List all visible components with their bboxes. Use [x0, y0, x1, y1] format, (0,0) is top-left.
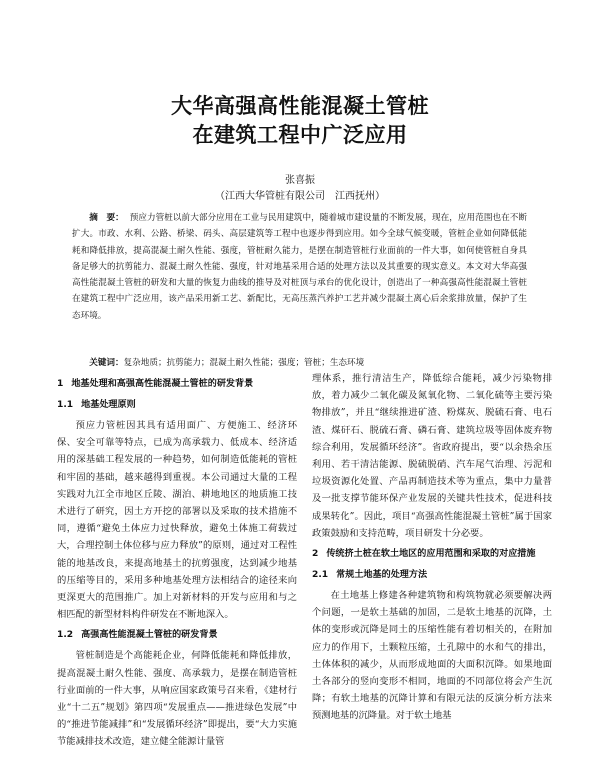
author-affiliation: （江西大华管桩有限公司 江西抚州）	[215, 191, 385, 202]
body-paragraph: 预应力管桩因其具有适用面广、方便施工、经济环保、安全可靠等特点，已成为高承载力、低成本、经济适用的深基础工程发展的一种趋势，如何制造低能耗的管桩和牢固的基础，越来越得到重视。本公司通过大量的工程实践对九江全市地区丘陵、湖泊、耕地地区的地质施工技术进行了研究，因土方开挖的部署以及采取的技术措施不同，遵循“避免土体应力过快释放，避免土体施工荷载过大，合理控制土体位移与应力释放”的原则，通过对工程性能的地基改良，来提高地基土的抗剪强度，达到减少地基的压缩等目的，采用多种地基处理方法相结合的途径来向更深更大的范围推广。加上对新材料的开发与应用和与之相匹配的新型材料构件研发在不断地深入。	[57, 420, 297, 621]
section-number: 2	[312, 549, 319, 560]
section-number: 1.2	[57, 630, 74, 641]
section-number: 1	[57, 379, 64, 389]
paper-title-line-1: 大华高强高性能混凝土管桩	[171, 94, 429, 118]
section-number: 1.1	[57, 400, 74, 410]
keywords-label: 关键词：	[89, 358, 124, 368]
paper-title-line-2: 在建筑工程中广泛应用	[192, 123, 408, 147]
section-number: 2.1	[312, 570, 329, 581]
section-heading-2-1	[312, 567, 552, 584]
keywords-text: 复杂地质；抗剪能力；混凝土耐久性能；强度；管桩；生态环境	[123, 358, 365, 368]
body-paragraph-continued: 理体系，推行清洁生产，降低综合能耗，减少污染物排放，着力减少二氧化碳及氮氧化物、二氧化硫等主要污染物排放”，并且“继续推进矿渣、粉煤灰、脱硫石膏、电石渣、煤矸石、脱硫石膏、磷石膏、建筑垃圾等固体废弃物综合利用，发展循环经济”。省政府提出，要“以余热余压利用、若干清洁能源、脱硫脱硝、汽车尾气治理、污泥和垃圾资源化处置、产品再制造技术等为重点，集中力量普及一批支撑节能环保产业发展的关键共性技术，促进科技成果转化”。因此，项目“高强高性能混凝土管桩”属于国家政策鼓励和支持范畴，项目研发十分必要。	[312, 373, 552, 539]
section-heading-1	[57, 376, 297, 393]
abstract-label: 摘 要：	[89, 213, 124, 223]
keywords	[72, 356, 527, 370]
section-title: 常规土地基的处理方法	[336, 570, 428, 581]
body-column-left	[57, 370, 297, 751]
section-heading-2	[312, 546, 552, 563]
author-name: 张喜振	[285, 175, 315, 186]
body-paragraph: 管桩制造是个高能耗企业，何降低能耗和降低排放，提高混凝土耐久性能、强度、高承载力，是摆在制造管桩行业面前的一件大事，从响应国家政策号召来看，《建材行业“十二五”规划》第四项“发展重点——推进绿色发展”中的“推进节能减排”和“发展循环经济”即提出，要“大力实施节能减排技术改造，建立健全能源计量管	[57, 650, 297, 748]
body-paragraph: 在土地基上修建各种建筑物和构筑物就必须要解决两个问题，一是软土基础的加固，二是软土地基的沉降，土体的变形或沉降是同土的压缩性能有着切相关的，在附加应力的作用下，土颗粒压缩，土孔隙中的水和气的排出，土体体积的减少，从而形成地面的大面积沉降。如果地面土各部分的竖向变形不相同，地面的不同部位将会产生沉降；有软土地基的沉降计算和有限元法的反演分析方法来预测地基的沉降量。对于软土地基	[312, 590, 552, 722]
section-title: 地基处理原则	[81, 400, 136, 410]
section-title: 传统挤土桩在软土地区的应用范围和采取的对应措施	[326, 549, 536, 560]
section-heading-1-1	[57, 397, 297, 414]
abstract-text: 预应力管桩以前大部分应用在工业与民用建筑中，随着城市建设量的不断发展，现在，应用范围也在不断扩大。市政、水利、公路、桥梁、码头、高层建筑等工程中也逐步得到应用。如今全球气候变暖，管桩企业如何降低能耗和降低排放，提高混凝土耐久性能、强度，管桩耐久能力，是摆在制造管桩行业面前的一件大事，如何使管桩自身具备足够大的抗剪能力、混凝土耐久性能、强度，针对地基采用合适的处理方法以及其重要的现实意义。本文对大华高强高性能混凝土管桩的研发和大量的恢复力曲线的推导及对桩顶与承台的优化设计，创造出了一种高强高性能混凝土管桩在建筑工程中广泛应用，该产品采用新工艺、新配比，无高压蒸汽养护工艺并减少混凝土离心后余浆排放量，保护了生态环境。	[72, 213, 527, 321]
body-column-right	[312, 370, 552, 725]
section-title: 地基处理和高强高性能混凝土管桩的研发背景	[71, 379, 254, 389]
abstract	[72, 210, 527, 324]
section-heading-1-2	[57, 627, 297, 644]
section-title: 高强高性能混凝土管桩的研发背景	[81, 630, 218, 641]
